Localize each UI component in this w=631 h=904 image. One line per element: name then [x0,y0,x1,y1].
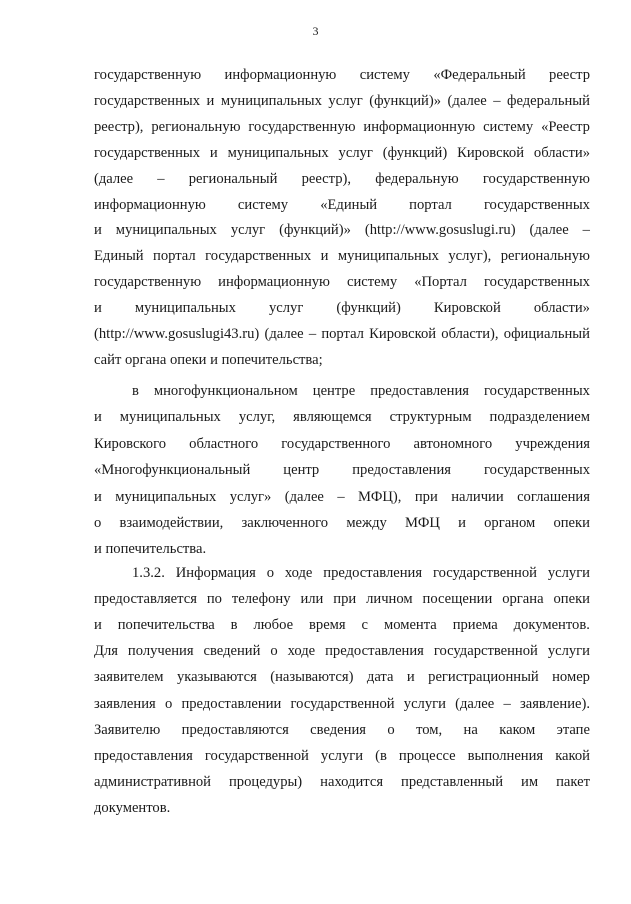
text-line: (http://www.gosuslugi43.ru) (далее – портал Кировской области), официальный [94,326,590,342]
text-line: 1.3.2. Информация о ходе предоставления государственной услуги [132,565,590,581]
text-line: Единый портал государственных и муниципальных услуг), региональную [94,248,590,264]
text-line: в многофункциональном центре предоставления государственных [132,383,590,399]
text-line: информационную систему «Единый портал государственных [94,197,590,213]
text-line: Кировского областного государственного автономного учреждения [94,436,590,452]
text-line: и муниципальных услуг (функций) Кировской области» [94,300,590,316]
text-line: Заявителю предоставляются сведения о том, на каком этапе [94,722,590,738]
text-line: и муниципальных услуг» (далее – МФЦ), при наличии соглашения [94,489,590,505]
text-line: административной процедуры) находится представленный им пакет [94,774,590,790]
text-line: государственную информационную систему «Федеральный реестр [94,67,590,83]
text-line: и муниципальных услуг (функций)» (http://www.gosuslugi.ru) (далее – [94,222,590,238]
text-line: сайт органа опеки и попечительства; [94,352,323,368]
text-line: и попечительства. [94,541,207,557]
text-line: документов. [94,800,171,816]
text-line: заявителем указываются (называются) дата и регистрационный номер [94,669,590,685]
text-line: «Многофункциональный центр предоставления государственных [94,462,590,478]
page-number: 3 [312,24,319,38]
text-line: государственную информационную систему «Портал государственных [94,274,590,290]
text-line: предоставления государственной услуги (в процессе выполнения какой [94,748,590,764]
text-line: предоставляется по телефону или при личном посещении органа опеки [94,591,590,607]
text-line: и попечительства в любое время с момента приема документов. [94,617,590,633]
text-line: Для получения сведений о ходе предоставления государственной услуги [94,643,590,659]
text-line: государственных и муниципальных услуг (функций) Кировской области» [94,145,590,161]
text-line: заявления о предоставлении государственной услуги (далее – заявление). [94,696,590,712]
text-line: реестр), региональную государственную информационную систему «Реестр [94,119,590,135]
text-line: о взаимодействии, заключенного между МФЦ и органом опеки [94,515,590,531]
text-line: и муниципальных услуг, являющемся структурным подразделением [94,409,590,425]
text-line: (далее – региональный реестр), федеральную государственную [94,171,590,187]
text-line: государственных и муниципальных услуг (функций)» (далее – федеральный [94,93,590,109]
